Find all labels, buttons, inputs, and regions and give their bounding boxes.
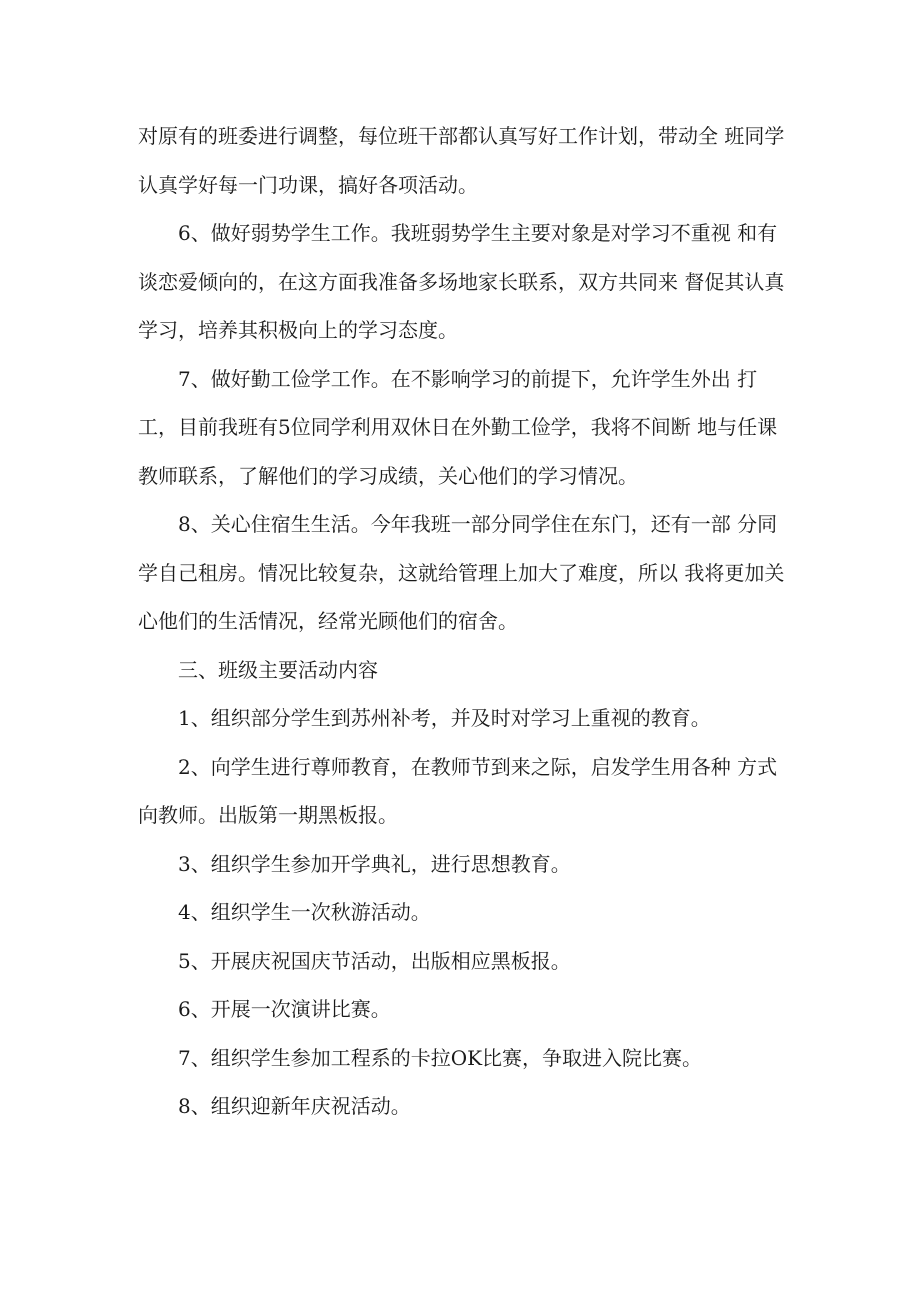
activity-item-2 [138, 743, 798, 840]
text-line: 8、关心住宿生生活。今年我班一部分同学住在东门，还有一部 分同 [178, 512, 778, 536]
activity-item-4 [138, 888, 798, 937]
text-line: 3、组织学生参加开学典礼，进行思想教育。 [178, 851, 571, 876]
section-heading-class-activities [138, 646, 798, 695]
text-line: 7、组织学生参加工程系的卡拉OK比赛，争取进入院比赛。 [178, 1045, 703, 1070]
document-body [138, 112, 798, 1131]
activity-item-3 [138, 840, 798, 889]
text-line: 谈恋爱倾向的，在这方面我准备多场地家长联系，双方共同来 督促其认真 [138, 269, 785, 294]
activity-item-8 [138, 1082, 798, 1131]
text-line: 对原有的班委进行调整，每位班干部都认真写好工作计划，带动全 班同学 [138, 124, 785, 148]
paragraph-item-6-weak-students [138, 209, 798, 355]
text-line: 1、组织部分学生到苏州补考，并及时对学习上重视的教育。 [178, 706, 711, 730]
text-line: 6、开展一次演讲比赛。 [178, 997, 391, 1021]
text-line: 6、做好弱势学生工作。我班弱势学生主要对象是对学习不重视 和有 [178, 221, 778, 245]
text-line: 三、班级主要活动内容 [178, 657, 378, 682]
paragraph-item-8-boarding-students [138, 500, 798, 646]
text-line: 2、向学生进行尊师教育，在教师节到来之际，启发学生用各种 方式 [178, 754, 778, 779]
text-line: 认真学好每一门功课，搞好各项活动。 [138, 172, 478, 197]
text-line: 学自己租房。情况比较复杂，这就给管理上加大了难度，所以 我将更加关 [138, 560, 785, 585]
text-line: 4、组织学生一次秋游活动。 [178, 900, 431, 924]
text-line: 心他们的生活情况，经常光顾他们的宿舍。 [138, 609, 518, 633]
text-line: 8、组织迎新年庆祝活动。 [178, 1094, 411, 1118]
text-line: 向教师。出版第一期黑板报。 [138, 803, 398, 827]
activity-item-6 [138, 985, 798, 1034]
text-line: 7、做好勤工俭学工作。在不影响学习的前提下，允许学生外出 打 [178, 366, 758, 391]
text-line: 教师联系，了解他们的学习成绩，关心他们的学习情况。 [138, 463, 638, 488]
text-line: 工，目前我班有5位同学利用双休日在外勤工俭学，我将不间断 地与任课 [138, 415, 778, 439]
text-line: 学习，培养其积极向上的学习态度。 [138, 318, 458, 342]
paragraph-item-7-work-study [138, 355, 798, 501]
paragraph-class-committee [138, 112, 798, 209]
text-line: 5、开展庆祝国庆节活动，出版相应黑板报。 [178, 948, 571, 973]
activity-item-7 [138, 1034, 798, 1083]
activity-item-5 [138, 937, 798, 986]
activity-item-1 [138, 694, 798, 743]
